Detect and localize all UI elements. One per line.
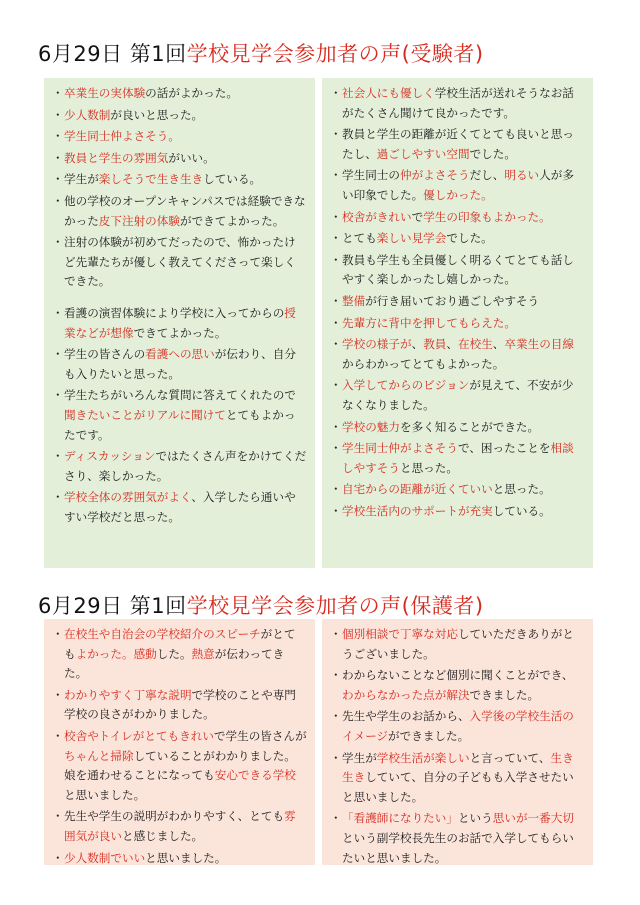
highlight-text: 個別相談で丁寧な対応 [342, 627, 458, 641]
highlight-text: 学校の魅力 [342, 419, 400, 434]
voice-item [52, 488, 307, 527]
highlight-text: 相談しやすそう [342, 441, 574, 475]
voice-text [342, 625, 585, 664]
highlight-text: よかった。感動 [75, 646, 157, 661]
voice-text [64, 488, 307, 527]
voice-text [342, 502, 585, 522]
plain-text: 注射の体験が初めてだったので、怖かったけど先輩たちが優しく教えてくださって楽しくできた。 [64, 235, 296, 289]
voice-text [342, 376, 585, 415]
bullet-mark: ・ [330, 503, 342, 518]
plain-text: ではたくさん声をかけてくださり、楽しかった。 [64, 449, 307, 483]
bullet-mark: ・ [330, 482, 342, 497]
highlight-text: 授業などが想像 [64, 305, 296, 340]
plain-text: がいい。 [168, 150, 215, 165]
voice-item [52, 304, 307, 343]
voice-item [330, 229, 585, 249]
voice-text [64, 149, 307, 169]
plain-text: でした。 [469, 146, 516, 161]
voice-text [64, 345, 307, 384]
bullet-mark: ・ [52, 86, 64, 100]
plain-text: わからないことなど個別に聞くことができ、 [342, 668, 574, 683]
plain-text: 学生の皆さんの [64, 347, 146, 362]
highlight-text: 安心できる学校 [214, 768, 296, 783]
voice-text [64, 447, 307, 486]
highlight-text: 学校全体の雰囲気がよく [64, 490, 192, 505]
voice-item [330, 625, 585, 664]
voice-text [342, 707, 585, 746]
voice-item [52, 84, 307, 104]
voice-text [64, 233, 307, 292]
plain-text: とても [342, 231, 377, 246]
plain-text: 先生や学生のお話から、 [342, 709, 470, 724]
plain-text: している。 [492, 503, 551, 518]
highlight-text: 入学してからのビジョン [342, 378, 470, 393]
plain-text: だし、 [469, 168, 505, 183]
plain-text: 看護の演習体験により学校に入ってからの [64, 305, 285, 320]
bullet-mark: ・ [52, 388, 64, 403]
section-title-guardian: 6月29日 第1回学校見学会参加者の声(保護者) [38, 594, 484, 618]
highlight-text: 学校の様子が [342, 337, 412, 352]
voice-item [330, 749, 585, 808]
bullet-mark: ・ [330, 668, 342, 683]
voice-item [52, 686, 307, 725]
highlight-text: 「看護師になりたい」 [342, 811, 458, 826]
bullet-mark: ・ [330, 709, 342, 724]
bullet-mark: ・ [52, 728, 64, 743]
highlight-text: 学生の印象もよかった。 [423, 209, 551, 224]
voice-text [342, 749, 585, 808]
plain-text: からわかってとてもよかった。 [342, 356, 505, 371]
voice-text [342, 418, 585, 438]
bullet-mark: ・ [52, 305, 64, 320]
voice-text [342, 125, 585, 164]
plain-text: 学生たちがいろんな質問に答えてくれたので [64, 388, 296, 403]
plain-text: でした。 [446, 231, 493, 246]
bullet-mark: ・ [52, 172, 64, 187]
highlight-text: 先輩方に背中を押してもらえた。 [342, 315, 516, 330]
plain-text: 、 [446, 337, 458, 352]
plain-text: がとても [64, 627, 296, 661]
voice-text [342, 809, 585, 868]
highlight-text: 在校生 [458, 337, 493, 352]
voice-item [330, 84, 585, 123]
plain-text: 教員も学生も全員優しく明るくてとても話しやすく楽しかったし嬉しかった。 [342, 252, 574, 287]
voice-item [52, 106, 307, 126]
voice-text [64, 170, 307, 190]
plain-text: 人が多い印象でした。 [342, 168, 574, 202]
voice-item [52, 849, 307, 869]
plain-text: 、入学したら通いやすい学校だと思った。 [64, 490, 296, 524]
plain-text: 、 [492, 337, 505, 352]
voice-text [342, 480, 585, 500]
plain-text: とてもよかったです。 [64, 407, 296, 442]
plain-text: 他の学校のオープンキャンパスでは経験できなかった [64, 193, 306, 228]
voice-item [52, 625, 307, 684]
highlight-text: 優しかった。 [423, 187, 493, 202]
highlight-text: 自宅からの距離が近くていい [342, 482, 493, 497]
highlight-text: 教員 [423, 337, 447, 352]
plain-text: と思った。 [399, 460, 458, 475]
bullet-mark: ・ [330, 293, 342, 308]
voice-item [330, 292, 585, 312]
voice-text [342, 251, 585, 290]
highlight-text: 卒業生の目線 [504, 337, 574, 352]
bullet-mark: ・ [330, 127, 342, 142]
voice-item [52, 149, 307, 169]
plain-text: 学生が [342, 750, 377, 765]
plain-text: 、 [411, 337, 424, 352]
voice-text [64, 625, 307, 684]
bullet-mark: ・ [52, 235, 64, 250]
voice-text [342, 292, 585, 312]
plain-text: と言っていて、 [469, 750, 551, 765]
highlight-text: 思いが一番大切 [492, 811, 574, 826]
highlight-text: 校舎がきれい [342, 209, 412, 224]
voice-item [330, 314, 585, 334]
plain-text: していただきありがとうございました。 [342, 627, 574, 661]
bullet-mark: ・ [52, 687, 64, 702]
plain-text: と思いました。 [145, 850, 227, 865]
highlight-text: 過ごしやすい空間 [376, 146, 470, 161]
highlight-text: 入学後の学校生活のイメージ [342, 709, 574, 743]
highlight-text: 生き生き [342, 750, 574, 785]
plain-text: という副学校長先生のお話で入学してもらいたいと思いました。 [342, 830, 574, 865]
plain-text: ができました。 [388, 728, 470, 743]
highlight-text: 皮下注射の体験 [98, 213, 180, 228]
bullet-mark: ・ [330, 231, 342, 246]
voice-text [64, 106, 307, 126]
highlight-text: 仲がよさそう [399, 168, 470, 183]
plain-text: が行き届いており過ごしやすそう [365, 293, 540, 308]
bullet-mark: ・ [330, 627, 342, 641]
voice-text [64, 84, 307, 104]
spacer [52, 294, 307, 304]
highlight-text: 楽しい見学会 [376, 231, 447, 246]
voice-text [342, 314, 585, 334]
bullet-mark: ・ [52, 129, 64, 144]
plain-text: の話がよかった。 [145, 86, 238, 100]
examinee-voices-left [44, 78, 315, 568]
voice-text [342, 439, 585, 478]
bullet-mark: ・ [52, 449, 64, 464]
highlight-text: 学生同士仲よさそう。 [64, 129, 180, 144]
voice-item [330, 502, 585, 522]
plain-text: していて、自分の子どもも入学させたいと思いました。 [342, 770, 574, 804]
voice-item [52, 727, 307, 805]
highlight-text: 明るい [504, 168, 540, 183]
plain-text: していることがわかりました。娘を通わせることになっても [64, 748, 296, 783]
highlight-text: 学校生活が楽しい [376, 750, 470, 765]
bullet-mark: ・ [330, 419, 342, 434]
bullet-mark: ・ [52, 809, 64, 824]
highlight-text: 看護への思い [145, 347, 215, 362]
bullet-mark: ・ [52, 150, 64, 165]
voice-text [64, 727, 307, 805]
voice-text [64, 849, 307, 869]
plain-text: した。 [156, 646, 192, 661]
plain-text: で学生の皆さんが [213, 728, 307, 743]
highlight-text: 聞きたいことがリアルに聞けて [64, 407, 226, 422]
voice-text [64, 386, 307, 445]
plain-text: で [411, 209, 424, 224]
bullet-mark: ・ [330, 252, 342, 267]
voice-item [52, 447, 307, 486]
voice-text [342, 166, 585, 205]
plain-text: で、困ったことを [457, 441, 551, 456]
voice-item [330, 707, 585, 746]
bullet-mark: ・ [52, 850, 64, 865]
highlight-text: 少人数制でいい [64, 850, 146, 865]
guardian-voices-right [322, 619, 593, 865]
bullet-mark: ・ [330, 441, 342, 456]
highlight-text: 在校生や自治会の学校紹介のスピーチ [64, 627, 261, 641]
plain-text: と感じました。 [121, 828, 204, 843]
voice-item [52, 127, 307, 147]
voice-text [64, 192, 307, 231]
highlight-text: 教員と学生の雰囲気 [64, 150, 169, 165]
plain-text: 教員と学生の距離が近くてとても良いと思ったし、 [342, 127, 574, 161]
bullet-mark: ・ [52, 107, 64, 122]
highlight-text: 卒業生の実体験 [64, 86, 146, 100]
bullet-mark: ・ [330, 315, 342, 330]
highlight-text: 社会人にも優しく [342, 86, 435, 100]
highlight-text: 熱意 [191, 646, 215, 661]
plain-text: と思った。 [492, 482, 551, 497]
highlight-text: 学生同士仲がよさそう [342, 441, 458, 456]
voice-item [330, 208, 585, 228]
voice-item [52, 170, 307, 190]
voice-text [342, 208, 585, 228]
voice-text [342, 666, 585, 705]
bullet-mark: ・ [330, 86, 342, 100]
plain-text: を多く知ることができた。 [399, 419, 540, 434]
plain-text: が伝わり、自分も入りたいと思った。 [64, 347, 296, 381]
voice-item [330, 418, 585, 438]
bullet-mark: ・ [52, 490, 64, 505]
plain-text: できてよかった。 [133, 325, 227, 340]
highlight-text: 校舎やトイレがとてもきれい [64, 728, 214, 743]
plain-text: で学校のことや専門学校の良さがわかりました。 [64, 687, 296, 722]
voice-item [330, 251, 585, 290]
highlight-text: わからなかった点が解決 [342, 687, 470, 702]
highlight-text: 整備 [342, 293, 366, 308]
plain-text: 学校生活が送れそうなお話がたくさん聞けて良かったです。 [342, 86, 574, 120]
highlight-text: 少人数制 [64, 107, 111, 122]
bullet-mark: ・ [330, 337, 342, 352]
voice-item [52, 345, 307, 384]
plain-text: が良いと思った。 [110, 107, 204, 122]
plain-text: 学生が [64, 172, 99, 187]
plain-text: 先生や学生の説明がわかりやすく、とても [64, 809, 285, 824]
voice-item [330, 439, 585, 478]
voice-item [330, 480, 585, 500]
bullet-mark: ・ [52, 193, 64, 208]
examinee-voices-right [322, 78, 593, 568]
voice-item [52, 807, 307, 846]
voice-item [330, 666, 585, 705]
plain-text: が伝わってきた。 [64, 646, 285, 681]
voice-item [52, 192, 307, 231]
plain-text: という [457, 811, 493, 826]
voice-text [342, 229, 585, 249]
highlight-text: 雰囲気が良い [64, 809, 296, 843]
highlight-text: 楽しそうで生き生き [98, 172, 204, 187]
voice-item [330, 166, 585, 205]
plain-text: できました。 [469, 687, 540, 702]
bullet-mark: ・ [330, 168, 342, 183]
guardian-voices-left [44, 619, 315, 865]
plain-text: と思いました。 [64, 787, 146, 802]
voice-text [64, 686, 307, 725]
voice-text [64, 127, 307, 147]
bullet-mark: ・ [52, 347, 64, 362]
voice-item [52, 386, 307, 445]
plain-text: 学生同士の [342, 168, 400, 183]
plain-text: が見えて、不安が少なくなりました。 [342, 378, 574, 412]
bullet-mark: ・ [330, 378, 342, 393]
highlight-text: わかりやすく丁寧な説明 [64, 687, 192, 702]
voice-text [342, 84, 585, 123]
voice-text [64, 807, 307, 846]
highlight-text: ディスカッション [64, 449, 156, 464]
bullet-mark: ・ [330, 750, 342, 765]
bullet-mark: ・ [52, 627, 64, 641]
voice-item [330, 376, 585, 415]
section-title-examinee: 6月29日 第1回学校見学会参加者の声(受験者) [38, 42, 484, 66]
plain-text: ができてよかった。 [179, 213, 285, 228]
voice-item [52, 233, 307, 292]
highlight-text: ちゃんと掃除 [64, 748, 134, 763]
voice-item [330, 125, 585, 164]
voice-text [342, 335, 585, 374]
voice-text [64, 304, 307, 343]
voice-item [330, 335, 585, 374]
bullet-mark: ・ [330, 209, 342, 224]
bullet-mark: ・ [330, 811, 342, 826]
plain-text: している。 [203, 172, 262, 187]
voice-item [330, 809, 585, 868]
highlight-text: 学校生活内のサポートが充実 [342, 503, 493, 518]
